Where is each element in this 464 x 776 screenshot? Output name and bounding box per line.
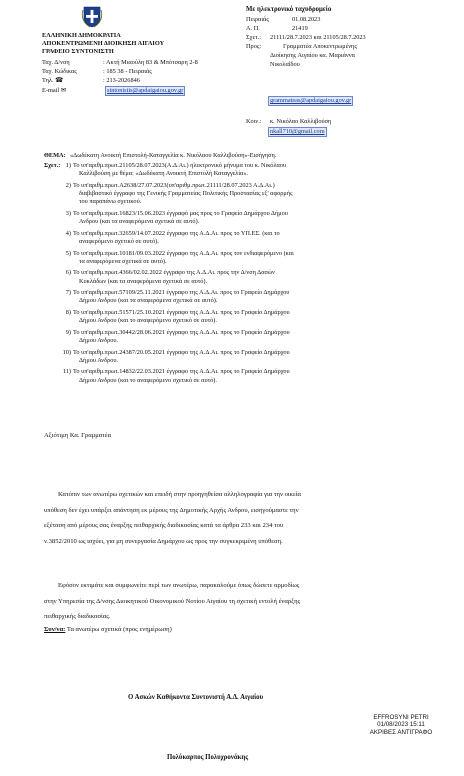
- paragraph-line: Εφόσον εκτιμάτε και συμφωνείτε περί των ανωτέρω, παρακαλούμε όπως δώσετε αρμοδίως: [58, 582, 300, 589]
- phone-label: Τηλ. ☎: [42, 77, 63, 84]
- stamp-datetime: 01/08/2023 15:11: [377, 721, 425, 729]
- address-label: Ταχ. Δ/νση: [42, 59, 70, 66]
- paragraph-line: εξέταση από μέρους σας έναρξης πειθαρχικής διαδικασίας κατά τα άρθρα 233 και 234 του: [44, 522, 284, 529]
- reference-number: 6): [65, 269, 71, 277]
- reference-text-line: Το υπ'αριθμ.πρωτ.14832/22.03.2021 έγγραφο της Α.Δ.Αι. προς το Γραφείο Δημάρχου: [73, 368, 290, 376]
- reference-text-line: Το υπ'αριθμ.πρωτ.10181/09.03.2022 έγγραφο της Α.Δ.Αι. προς τον ενδιαφερόμενο (και: [73, 249, 294, 257]
- subject-text: «Δωδέκατη Ανοικτή Επιστολή-Καταγγελία κ. Νικόλαου Καλλιβούση»-Εισήγηση.: [70, 152, 277, 159]
- attachments-label: Συν/να:: [44, 626, 66, 633]
- reference-number: 2): [65, 181, 71, 189]
- body-paragraph-1: [44, 487, 424, 549]
- org-line-1: ΕΛΛΗΝΙΚΗ ΔΗΜΟΚΡΑΤΙΑ: [42, 32, 121, 39]
- reference-number: 11): [62, 368, 71, 376]
- phone-value: : 213-2026846: [103, 77, 140, 84]
- delivery-method: Με ηλεκτρονικό ταχυδρομείο: [246, 6, 332, 13]
- org-line-2: ΑΠΟΚΕΝΤΡΩΜΕΝΗ ΔΙΟΙΚΗΣΗ ΑΙΓΑΙΟΥ: [42, 40, 165, 47]
- reference-text-line: Το υπ'αριθμ.πρωτ.51571/25.10.2021 έγγραφο της Α.Δ.Αι. προς το Γραφείο Δημάρχου: [73, 308, 290, 316]
- related-label: Σχετ.:: [246, 34, 261, 41]
- sender-email-link[interactable]: sintonistis@apdaigaiou.gov.gr: [107, 87, 184, 94]
- certified-copy-stamp: [359, 714, 443, 736]
- reference-number: 1): [65, 162, 71, 169]
- salutation: Αξιότιμη Κα. Γραμματέα: [44, 432, 112, 439]
- reference-text-line: Ανδρου (και τα αναφερόμενα σχετικά σε αυτό).: [79, 218, 200, 226]
- reference-text-line: Το υπ'αριθμ.πρωτ.57109/25.11.2021 έγγραφο της Α.Δ.Αι. προς το Γραφείο Δημάρχου: [73, 289, 290, 297]
- related-value: 21111/28.7.2023 και 21105/28.7.2023: [270, 34, 366, 41]
- reference-text-line: Το υπ'αριθμ.πρωτ.24387/20.05.2021 έγγραφο της Α.Δ.Αι. προς το Γραφείο Δημάρχου: [73, 348, 290, 356]
- recipient-email-link[interactable]: grammateas@apdaigaiou.gov.gr: [270, 97, 352, 104]
- subject-label: ΘΕΜΑ:: [44, 152, 66, 159]
- coat-of-arms-icon: [82, 6, 102, 28]
- paragraph-line: Κατόπιν των ανωτέρω σχετικών και επειδή στην προηγηθείσα αλληλογραφία για την οικεία: [58, 491, 301, 498]
- references-label: Σχετ.:: [44, 162, 61, 169]
- reference-text-line: Δήμου Ανδρου.: [79, 336, 119, 344]
- reference-number: 4): [65, 229, 71, 237]
- stamp-signer: EFFROSYNI PETRI: [373, 714, 429, 721]
- address-value: : Ακτή Μιαούλη 83 & Μπότσαρη 2-8: [103, 59, 198, 66]
- reference-text-line: αναφερόμενο σχετικό σε αυτό).: [79, 237, 159, 245]
- reference-text-line: Το υπ'αριθμ.πρωτ.30442/28.06.2021 έγγραφο της Α.Δ.Αι. προς το Γραφείο Δημάρχου: [73, 328, 290, 336]
- zip-label: Ταχ. Κώδικας: [42, 68, 77, 75]
- cc-value: κ. Νικόλαο Καλλιβούση: [270, 118, 332, 125]
- attachments-line: [44, 626, 172, 634]
- reference-text-line: τα αναφερόμενα σχετικά σε αυτό).: [79, 257, 167, 265]
- reference-number: 5): [65, 249, 71, 257]
- recipient-line-2: Διοίκησης Αιγαίου κα. Μαριάννα: [270, 52, 355, 59]
- paragraph-line: πειθαρχικής διαδικασίας.: [44, 613, 111, 620]
- reference-number: 7): [65, 289, 71, 297]
- reference-text-line: του παραπάνω σχετικού.: [79, 198, 142, 206]
- protocol-label: Α. Π.: [246, 25, 260, 32]
- cc-email-link[interactable]: nkall710@gmail.com: [270, 128, 325, 135]
- recipient-label: Προς:: [246, 43, 262, 50]
- signature-title: Ο Ασκών Καθήκοντα Συντονιστή Α.Δ. Αιγαίου: [128, 694, 264, 701]
- reference-number: 10): [62, 348, 71, 356]
- place-label: Πειραιάς: [246, 16, 269, 23]
- reference-text-line: Δήμου Ανδρου (και το αναφερόμενο σχετικό σε αυτό).: [79, 317, 217, 325]
- reference-text-line: Το υπ'αριθμ.πρωτ.4366/02.02.2022 έγγραφο της Α.Δ.Αι. προς την Δ/νση Δασών: [73, 269, 275, 277]
- reference-number: 3): [65, 209, 71, 217]
- zip-value: : 185 38 - Πειραιάς: [103, 68, 152, 75]
- paragraph-line: ν.3852/2010 ως ισχύει, για μη συνεργασία Δημάρχου ως προς την συγκεκριμένη υπόθεση.: [44, 537, 283, 545]
- reference-text-line: διαβιβαστικό έγγραφο της Γενικής Γραμματείας Πολιτικής Προστασίας εξ' αφορμής: [79, 190, 293, 198]
- email-label: E-mail ✉: [42, 87, 66, 94]
- stamp-certification: ΑΚΡΙΒΕΣ ΑΝΤΙΓΡΑΦΟ: [369, 728, 433, 736]
- signature-name: Πολύκαρπος Πολυχρονάκης: [167, 754, 249, 761]
- reference-text-line: Δήμου Ανδρου (και το αναφερόμενο σχετικό σε αυτό).: [79, 376, 217, 384]
- paragraph-line: στην Υπηρεσία της Δ/νσης Διοικητικού Οικονομικού Νοτίου Αιγαίου τη σχετική εντολή έναρξης: [44, 597, 301, 605]
- paragraph-line: υπόθεση δεν έχει υπάρξει απάντηση εκ μέρους της Δημοτικής Αρχής Ανδρου, εισηγούμαστε την: [44, 506, 299, 514]
- reference-number: 8): [65, 308, 71, 316]
- org-line-3: ΓΡΑΦΕΙΟ ΣΥΝΤΟΝΙΣΤΗ: [42, 48, 114, 55]
- attachments-text: Τα ανωτέρω σχετικά (προς ενημέρωση): [66, 626, 172, 633]
- reference-text-line: Το υπ'αριθμ.πρωτ.32659/14.07.2022 έγγραφο της Α.Δ.Αι. προς το ΥΠ.ΕΣ. (και το: [73, 229, 280, 237]
- reference-text-line: Το υπ'αριθμ.πρωτ.Α2638/27.07.2023(υπ'αριθμ.πρωτ.21111/28.07.2023 Α.Δ.Αι.): [73, 181, 275, 189]
- reference-text-line: Το υπ'αριθμ.πρωτ.16823/15.06.2023 έγγραφό μας προς το Γραφείο Δημάρχου Δήμου: [73, 209, 288, 217]
- reference-number: 9): [65, 328, 71, 336]
- recipient-line-1: Γραμματέα Αποκεντρωμένης: [283, 43, 357, 50]
- references-list: [51, 162, 381, 416]
- reference-text-line: Δήμου Ανδρου.: [79, 356, 119, 364]
- reference-text-line: Το υπ'αριθμ.πρωτ.21105/28.07.2023(Α.Δ.Αι.) ηλεκτρονικό μήνυμα του κ. Νικόλαου: [73, 162, 287, 169]
- date-value: 01.08.2023: [292, 16, 321, 23]
- body-paragraph-2: [44, 578, 424, 625]
- reference-text-line: Κυκλάδων (και τα αναφερόμενα σχετικά σε αυτό).: [79, 277, 208, 285]
- recipient-line-3: Νικολαΐδου: [270, 61, 300, 68]
- reference-text-line: Καλλιβούση με θέμα: «Δωδέκατη Ανοικτή Επιστολή Καταγγελία».: [79, 170, 249, 178]
- reference-text-line: Δήμου Ανδρου (και τα αναφερόμενα σχετικά σε αυτό).: [79, 297, 218, 305]
- cc-label: Κοιν.:: [246, 118, 262, 125]
- protocol-value: 21419: [292, 25, 308, 32]
